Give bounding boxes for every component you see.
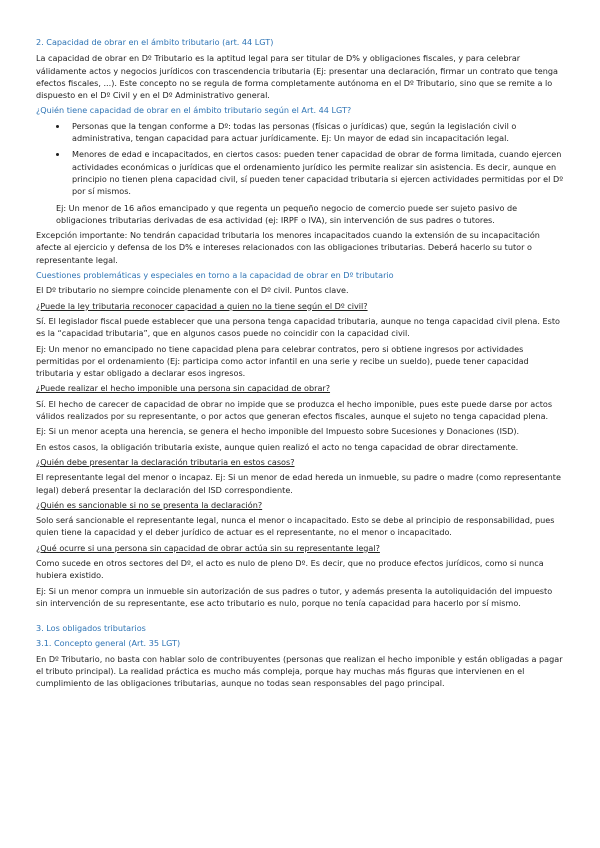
answer-3: El representante legal del menor o incapaz. Ej: Si un menor de edad hereda un inmueble, su padre o madre (como representante legal) deberá presentar la declaración del ISD correspondiente. bbox=[36, 472, 561, 495]
section-spacer bbox=[36, 612, 566, 622]
question-3: ¿Quién debe presentar la declaración tributaria en estos casos? bbox=[36, 456, 295, 467]
section-3-heading: 3. Los obligados tributarios bbox=[36, 623, 146, 634]
document-page bbox=[36, 36, 566, 693]
section-3-1-heading: 3.1. Concepto general (Art. 35 LGT) bbox=[36, 638, 181, 649]
section-3-text: En Dº Tributario, no basta con hablar solo de contribuyentes (personas que realizan el hecho imponible y están obligadas a pagar el tributo principal). La realidad práctica es mucho más compleja, porque hay muchas más figuras que intervienen en el cumplimiento de las obligaciones tributarias, aunque no todas sean responsables del pago principal. bbox=[36, 653, 563, 689]
answer-2-note: En estos casos, la obligación tributaria existe, aunque quien realizó el acto no tenga capacidad de obrar directamente. bbox=[36, 441, 519, 452]
problems-heading: Cuestiones problemáticas y especiales en torno a la capacidad de obrar en Dº tributario bbox=[36, 270, 394, 281]
answer-2-example: Ej: Si un menor acepta una herencia, se genera el hecho imponible del Impuesto sobre Sucesiones y Donaciones (ISD). bbox=[36, 426, 520, 437]
question-2: ¿Puede realizar el hecho imponible una persona sin capacidad de obrar? bbox=[36, 383, 331, 394]
answer-2: Sí. El hecho de carecer de capacidad de obrar no impide que se produzca el hecho imponible, pues este puede darse por actos válidos realizados por su representante, o por actos que generan efectos fiscales, aunque el sujeto no tenga capacidad plena. bbox=[36, 398, 553, 422]
list-item-minors: • Menores de edad e incapacitados, en ciertos casos: pueden tener capacidad de obrar de forma limitada, cuando ejercen actividades económicas o jurídicas que el ordenamiento jurídico les permite realizar sin asistencia. Es decir, aunque en principio no tienen plena capacidad civil, sí pueden tener capacidad tributaria si ejercen actividades permitidas por el Dº por sí mismos. bbox=[68, 148, 566, 197]
answer-1: Sí. El legislador fiscal puede establecer que una persona tenga capacidad tributaria, aunque no tenga capacidad civil plena. Esto es la “capacidad tributaria”, que en algunos casos puede no coincidir con la capacidad civil. bbox=[36, 315, 560, 339]
section-2-heading: 2. Capacidad de obrar en el ámbito tributario (art. 44 LGT) bbox=[36, 37, 274, 47]
capacity-list bbox=[36, 120, 566, 198]
question-1: ¿Puede la ley tributaria reconocer capacidad a quien no la tiene según el Dº civil? bbox=[36, 300, 368, 311]
exception-note: Excepción importante: No tendrán capacidad tributaria los menores incapacitados cuando la extensión de su incapacitación afecte al ejercicio y defensa de los D% e intereses relacionados con las obligaciones tributarias. Deberá hacerlo su tutor o representante legal. bbox=[36, 230, 540, 265]
minor-example: Ej: Un menor de 16 años emancipado y que regenta un pequeño negocio de comercio puede ser sujeto pasivo de obligaciones tributarias derivadas de esa actividad (ej: IRPF o IVA), sin intervención de sus padres o tutores. bbox=[56, 202, 518, 225]
capacity-question-heading: ¿Quién tiene capacidad de obrar en el ámbito tributario según el Art. 44 LGT? bbox=[36, 105, 352, 116]
question-5: ¿Qué ocurre si una persona sin capacidad de obrar actúa sin su representante legal? bbox=[36, 542, 380, 553]
list-item-persons: • Personas que la tengan conforme a Dº: todas las personas (físicas o jurídicas) que, según la legislación civil o administrativa, tengan capacidad para actuar jurídicamente. Ej: Un mayor de edad sin incapacitación legal. bbox=[68, 120, 566, 145]
capacity-definition: La capacidad de obrar en Dº Tributario es la aptitud legal para ser titular de D% y obligaciones fiscales, y para celebrar válidamente actos y negocios jurídicos con trascendencia tributaria (Ej: presentar una declaración, firmar un contrato que tenga efectos fiscales, ...). Este concepto no se regula de forma completamente autónoma en el Dº Tributario, sino que se remite a lo dispuesto en el Dº Civil y en el Dº Administrativo general. bbox=[36, 53, 558, 101]
answer-4: Solo será sancionable el representante legal, nunca el menor o incapacitado. Esto se debe al principio de responsabilidad, pues quien tiene la capacidad y el deber jurídico de actuar es el representante, no el menor o incapacitado. bbox=[36, 515, 555, 538]
question-4: ¿Quién es sancionable si no se presenta la declaración? bbox=[36, 499, 263, 510]
answer-1-example: Ej: Un menor no emancipado no tiene capacidad plena para celebrar contratos, pero si obtiene ingresos por actividades permitidas por el ordenamiento (Ej: participa como actor infantil en una serie y recibe un sueldo), puede tener capacidad tributaria y estar obligado a declarar esos ingresos. bbox=[36, 343, 529, 379]
problems-intro: El Dº tributario no siempre coincide plenamente con el Dº civil. Puntos clave. bbox=[36, 285, 349, 296]
answer-5: Como sucede en otros sectores del Dº, el acto es nulo de pleno Dº. Es decir, que no produce efectos jurídicos, como si nunca hubiera existido. bbox=[36, 557, 544, 581]
answer-5-example: Ej: Si un menor compra un inmueble sin autorización de sus padres o tutor, y además presenta la autoliquidación del impuesto sin intervención de su representante, ese acto tributario es nulo, porque no tenía capacidad para hacerlo por sí mismo. bbox=[36, 585, 553, 608]
